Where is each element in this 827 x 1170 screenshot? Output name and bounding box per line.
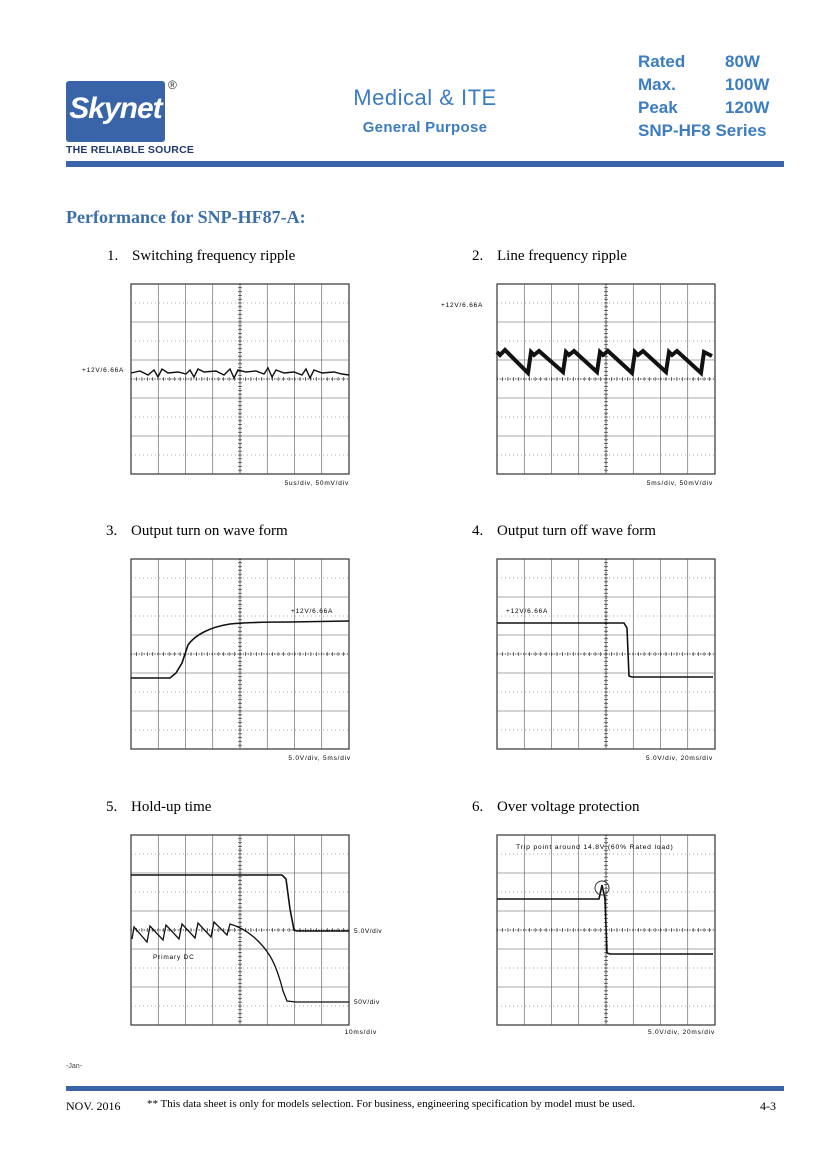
trace-label: Primary DC: [153, 954, 195, 961]
rating-value: 120W: [725, 98, 770, 117]
rating-value: 100W: [725, 75, 770, 94]
plot-number: 3.: [106, 523, 118, 539]
scope-plot-5: [70, 831, 390, 1043]
plot-title-5: [106, 799, 211, 816]
plot-number: 4.: [472, 523, 484, 539]
ch1-scale-label: 5.0V/div: [354, 928, 383, 935]
plot-title-text: Hold-up time: [131, 799, 212, 815]
plot-number: 5.: [106, 799, 118, 815]
scope-plot-2: [436, 280, 736, 492]
scope-plot-3: [70, 555, 370, 767]
page-number: 4-3: [760, 1099, 776, 1113]
footer-note: ** This data sheet is only for models selection. For business, engineering specification by model must be used.: [147, 1098, 635, 1110]
plot-number: 6.: [472, 799, 484, 815]
scale-label: 5.0V/div, 20ms/div: [647, 1029, 715, 1036]
plot-title-text: Line frequency ripple: [497, 248, 627, 264]
trace-label: +12V/6.66A: [82, 367, 125, 374]
plot-title-text: Output turn off wave form: [497, 523, 656, 539]
page-title: Medical & ITE: [353, 85, 497, 110]
rating-label: Max.: [638, 75, 676, 94]
scale-label: 5us/div, 50mV/div: [284, 480, 349, 487]
scale-label: 5.0V/div, 5ms/div: [288, 755, 351, 762]
trace-label: Trip point around 14.8V (60% Rated load): [516, 844, 674, 851]
section-title: Performance for SNP-HF87-A:: [66, 207, 306, 227]
scale-label: 5ms/div, 50mV/div: [646, 480, 713, 487]
ch2-scale-label: 50V/div: [354, 999, 380, 1006]
ripple-trace: [497, 350, 712, 373]
plot-title-text: Over voltage protection: [497, 799, 640, 815]
rating-label: Rated: [638, 52, 686, 71]
scope-plot-4: [436, 555, 736, 767]
rating-peak: [638, 98, 769, 118]
plot-number: 2.: [472, 248, 484, 264]
scale-label: 5.0V/div, 20ms/div: [645, 755, 713, 762]
rating-value: 80W: [725, 52, 760, 71]
logo-tagline: THE RELIABLE SOURCE: [66, 144, 195, 156]
series-label: SNP-HF8 Series: [638, 121, 767, 140]
plot-title-text: Output turn on wave form: [131, 523, 288, 539]
scale-label: 10ms/div: [344, 1029, 377, 1036]
plot-title-2: [472, 248, 627, 265]
scope-plot-1: [70, 280, 370, 492]
plot-title-4: [472, 523, 656, 540]
trace-label: +12V/6.66A: [441, 302, 484, 309]
page-subtitle: General Purpose: [362, 119, 488, 136]
plot-title-3: [106, 523, 288, 540]
plot-title-text: Switching frequency ripple: [132, 248, 296, 264]
footer-date: NOV. 2016: [66, 1099, 121, 1113]
trace-label: +12V/6.66A: [291, 608, 334, 615]
document-mark: -Jan-: [66, 1063, 82, 1070]
series-name: [638, 121, 767, 141]
rating-max: [638, 75, 769, 95]
plot-number: 1.: [107, 248, 119, 264]
header-divider: [66, 161, 784, 167]
footer-divider: [66, 1086, 784, 1091]
registered-mark: ®: [168, 78, 177, 92]
rating-label: Peak: [638, 98, 678, 117]
rating-rated: [638, 52, 760, 72]
plot-title-1: [107, 248, 295, 265]
scope-plot-6: [436, 831, 736, 1043]
plot-title-6: [472, 799, 639, 816]
logo-text: Skynet: [69, 92, 162, 125]
ovp-trace: [497, 885, 713, 954]
trace-label: +12V/6.66A: [506, 608, 549, 615]
